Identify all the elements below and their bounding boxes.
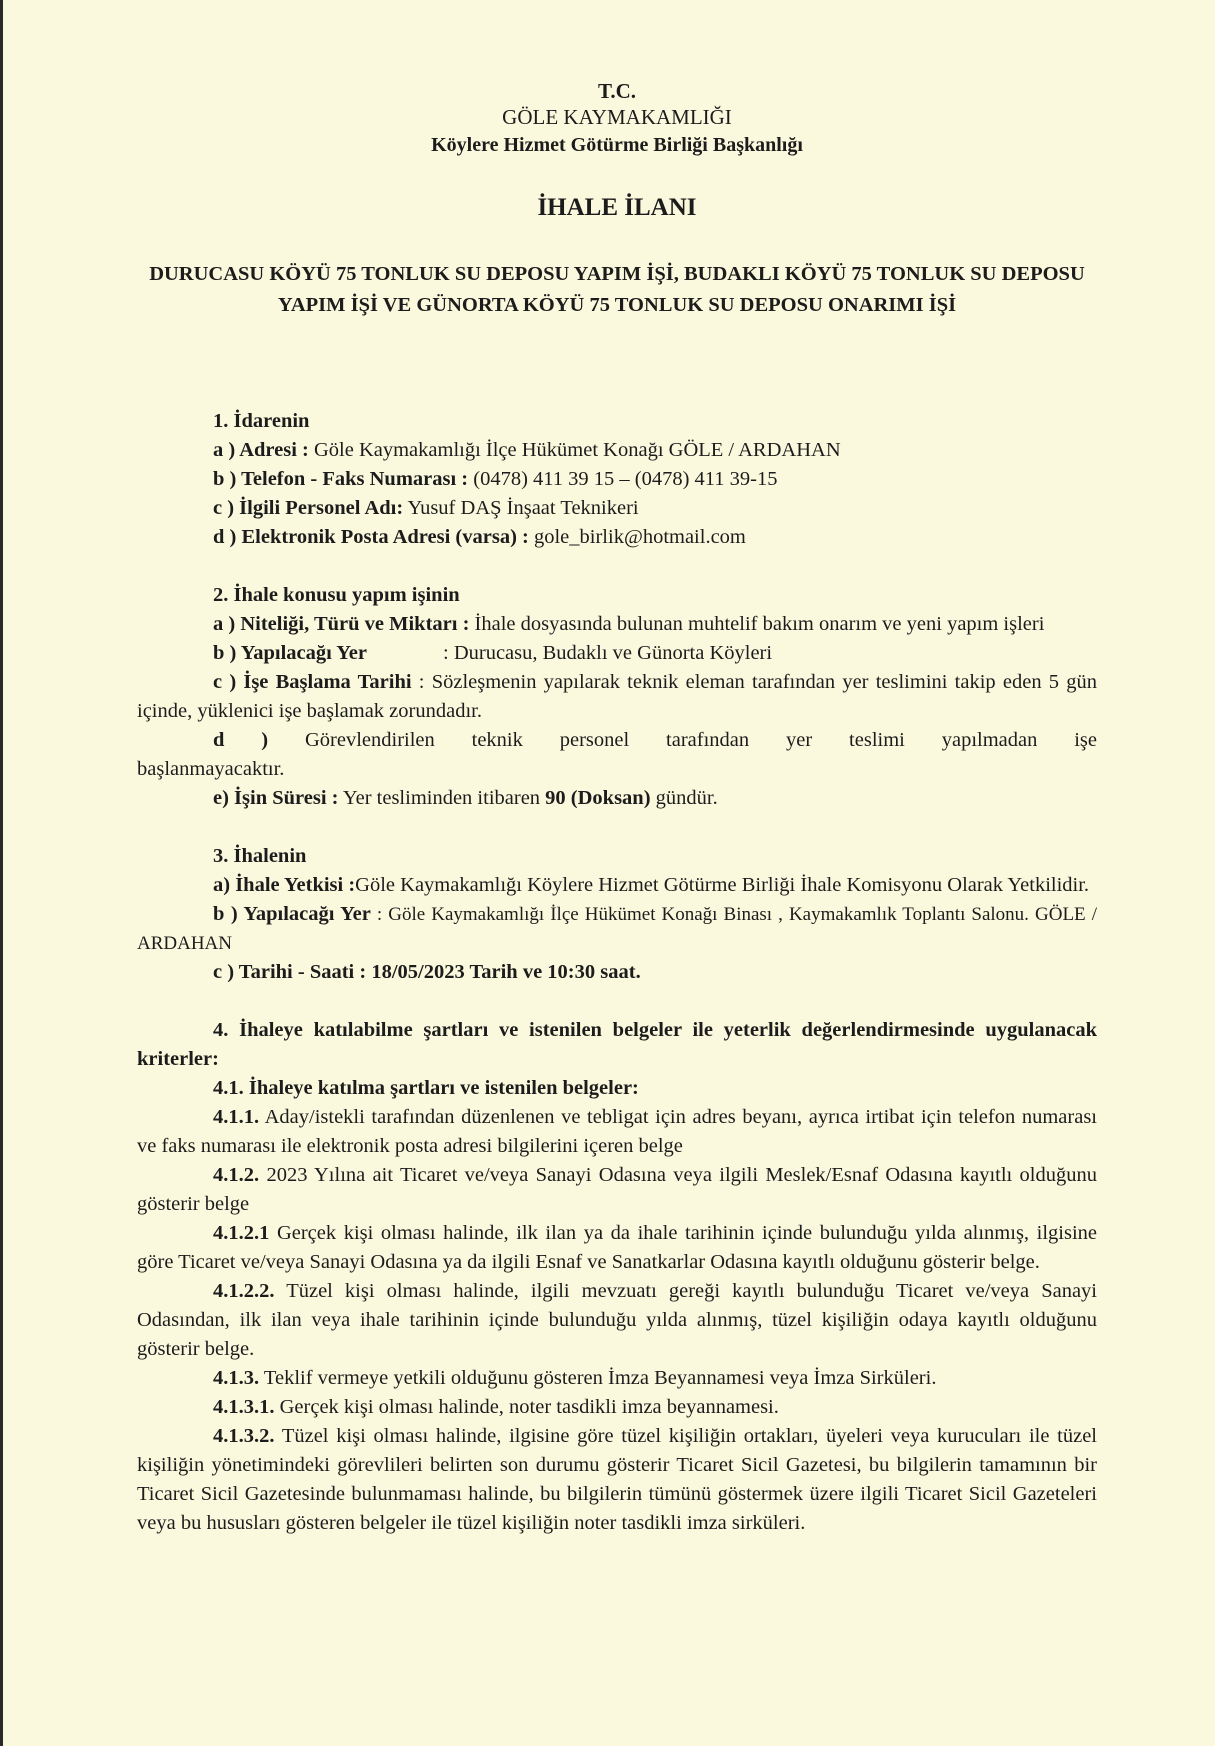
criteria-item-text: Gerçek kişi olması halinde, noter tasdikli imza beyannamesi. xyxy=(274,1396,779,1418)
s2-location xyxy=(137,639,1097,668)
criteria-item-number: 4.1.3.1. xyxy=(213,1396,275,1418)
section-4 xyxy=(137,1016,1097,1538)
section-1-heading: 1. İdarenin xyxy=(213,410,310,432)
s2-nature-label: a ) Niteliği, Türü ve Miktarı : xyxy=(213,613,470,635)
criteria-item xyxy=(137,1219,1097,1277)
s3-venue xyxy=(137,900,1097,958)
s1-address xyxy=(137,436,1097,465)
s2-start-date-label: c ) İşe Başlama Tarihi xyxy=(213,671,412,693)
s1-email-value: gole_birlik@hotmail.com xyxy=(528,526,746,548)
section-4-heading-text: 4. İhaleye katılabilme şartları ve istenilen belgeler ile yeterlik değerlendirmesinde uygulanacak kriterler: xyxy=(137,1019,1097,1070)
s3-datetime-label: c ) Tarihi - Saati xyxy=(213,961,355,983)
s3-venue-label: b ) Yapılacağı Yer xyxy=(213,903,371,925)
criteria-item-number: 4.1.2.1 xyxy=(213,1222,270,1244)
criteria-item-text: Gerçek kişi olması halinde, ilk ilan ya da ihale tarihinin içinde bulunduğu yılda alınmış, ilgisine göre Ticaret ve/veya Sanayi Odasına ya da ilgili Esnaf ve Sanatkarlar Odasına kayıtlı olduğunu gösterir belge. xyxy=(137,1222,1097,1273)
header-tc: T.C. xyxy=(597,79,637,103)
document-page xyxy=(137,78,1097,1538)
s1-phone xyxy=(137,465,1097,494)
s1-personnel-label: c ) İlgili Personel Adı: xyxy=(213,497,404,519)
section-3-heading: 3. İhalenin xyxy=(213,845,307,867)
s2-duration-text-1: Yer tesliminden itibaren xyxy=(338,787,546,809)
s1-address-value: Göle Kaymakamlığı İlçe Hükümet Konağı GÖLE / ARDAHAN xyxy=(308,439,841,461)
s1-email-label: d ) Elektronik Posta Adresi (varsa) : xyxy=(213,526,529,548)
s2-nature-value: İhale dosyasında bulunan muhtelif bakım onarım ve yeni yapım işleri xyxy=(469,613,1045,635)
s1-personnel-value: Yusuf DAŞ İnşaat Teknikeri xyxy=(403,497,639,519)
scan-edge xyxy=(0,0,3,1746)
s2-location-value: : Durucasu, Budaklı ve Günorta Köyleri xyxy=(443,642,773,664)
s3-datetime-value: : 18/05/2023 Tarih ve 10:30 saat. xyxy=(354,961,641,983)
s2-nature xyxy=(137,610,1097,639)
criteria-item-number: 4.1.2.2. xyxy=(213,1280,275,1302)
tender-subject: DURUCASU KÖYÜ 75 TONLUK SU DEPOSU YAPIM İŞİ, BUDAKLI KÖYÜ 75 TONLUK SU DEPOSU YAPIM İŞİ VE GÜNORTA KÖYÜ 75 TONLUK SU DEPOSU ONARIMI İŞİ xyxy=(149,263,1085,316)
s1-phone-value: (0478) 411 39 15 – (0478) 411 39-15 xyxy=(468,468,778,490)
criteria-item-text: Tüzel kişi olması halinde, ilgisine göre tüzel kişiliğin ortakları, üyeleri veya kurucuları ile tüzel kişiliğin yönetimindeki görevlileri belirten son durumu gösterir Ticaret Sicil Gazetesi, bu bilgilerin tamamının bir Ticaret Sicil Gazetesinde bulunmaması halinde, bu bilgilerin tümünü göstermek üzere ilgili Ticaret Sicil Gazeteleri veya bu hususları gösteren belgeler ile tüzel kişiliğin noter tasdikli imza sirküleri. xyxy=(137,1425,1097,1534)
s3-authority xyxy=(137,871,1097,900)
section-2-heading: 2. İhale konusu yapım işinin xyxy=(213,584,460,606)
section-3 xyxy=(137,842,1097,987)
s2-duration-label: e) İşin Süresi : xyxy=(213,787,339,809)
s3-authority-label: a) İhale Yetkisi : xyxy=(213,874,356,896)
section-4-1-heading: 4.1. İhaleye katılma şartları ve istenilen belgeler: xyxy=(213,1077,639,1099)
s1-phone-label: b ) Telefon - Faks Numarası : xyxy=(213,468,469,490)
s2-location-label: b ) Yapılacağı Yer xyxy=(213,642,367,664)
criteria-item-number: 4.1.3.2. xyxy=(213,1425,275,1447)
s2-duration-days: 90 (Doksan) xyxy=(545,787,651,809)
s1-personnel xyxy=(137,494,1097,523)
header-birlik: Köylere Hizmet Götürme Birliği Başkanlığı xyxy=(431,134,803,156)
s2-note xyxy=(137,726,1097,784)
criteria-item xyxy=(137,1422,1097,1538)
s2-duration xyxy=(137,784,1097,813)
s2-duration-text-2: gündür. xyxy=(650,787,718,809)
criteria-item-number: 4.1.2. xyxy=(213,1164,260,1186)
header-kaymakamlik: GÖLE KAYMAKAMLIĞI xyxy=(502,105,732,129)
s2-start-date-value: : Sözleşmenin yapılarak teknik eleman tarafından yer teslimini takip eden 5 gün içinde, yüklenici işe başlamak zorundadır. xyxy=(137,671,1097,722)
s2-note-value: Görevlendirilen teknik personel tarafından yer teslimi yapılmadan işe başlanmayacaktır. xyxy=(137,729,1098,780)
s2-note-label: d ) xyxy=(213,729,269,751)
criteria-item-text: Teklif vermeye yetkili olduğunu gösteren İmza Beyannamesi veya İmza Sirküleri. xyxy=(259,1367,937,1389)
document-title: İHALE İLANI xyxy=(537,194,697,221)
section-4-heading xyxy=(137,1016,1097,1074)
s3-datetime xyxy=(137,958,1097,987)
s3-authority-value: Göle Kaymakamlığı Köylere Hizmet Götürme Birliği İhale Komisyonu Olarak Yetkilidir. xyxy=(355,874,1090,896)
s1-email xyxy=(137,523,1097,552)
criteria-item xyxy=(137,1103,1097,1161)
criteria-item-text: 2023 Yılına ait Ticaret ve/veya Sanayi Odasına veya ilgili Meslek/Esnaf Odasına kayıtlı olduğunu gösterir belge xyxy=(137,1164,1097,1215)
criteria-item-text: Aday/istekli tarafından düzenlenen ve tebligat için adres beyanı, ayrıca irtibat için telefon numarası ve faks numarası ile elektronik posta adresi bilgilerini içeren belge xyxy=(137,1106,1097,1157)
criteria-item xyxy=(137,1393,1097,1422)
s1-address-label: a ) Adresi : xyxy=(213,439,309,461)
document-header xyxy=(137,78,1097,160)
s3-venue-value: : Göle Kaymakamlığı İlçe Hükümet Konağı Binası , Kaymakamlık Toplantı Salonu. GÖLE / ARDAHAN xyxy=(137,904,1097,954)
criteria-item-number: 4.1.3. xyxy=(213,1367,260,1389)
section-4-items xyxy=(137,1103,1097,1538)
section-1 xyxy=(137,407,1097,552)
criteria-item-number: 4.1.1. xyxy=(213,1106,260,1128)
criteria-item-text: Tüzel kişi olması halinde, ilgili mevzuatı gereği kayıtlı bulunduğu Ticaret ve/veya Sanayi Odasından, ilk ilan veya ihale tarihinin içinde bulunduğu yılda alınmış, tüzel kişiliğin odaya kayıtlı olduğunu gösterir belge. xyxy=(137,1280,1097,1360)
s2-start-date xyxy=(137,668,1097,726)
criteria-item xyxy=(137,1161,1097,1219)
section-2 xyxy=(137,581,1097,813)
criteria-item xyxy=(137,1277,1097,1364)
criteria-item xyxy=(137,1364,1097,1393)
